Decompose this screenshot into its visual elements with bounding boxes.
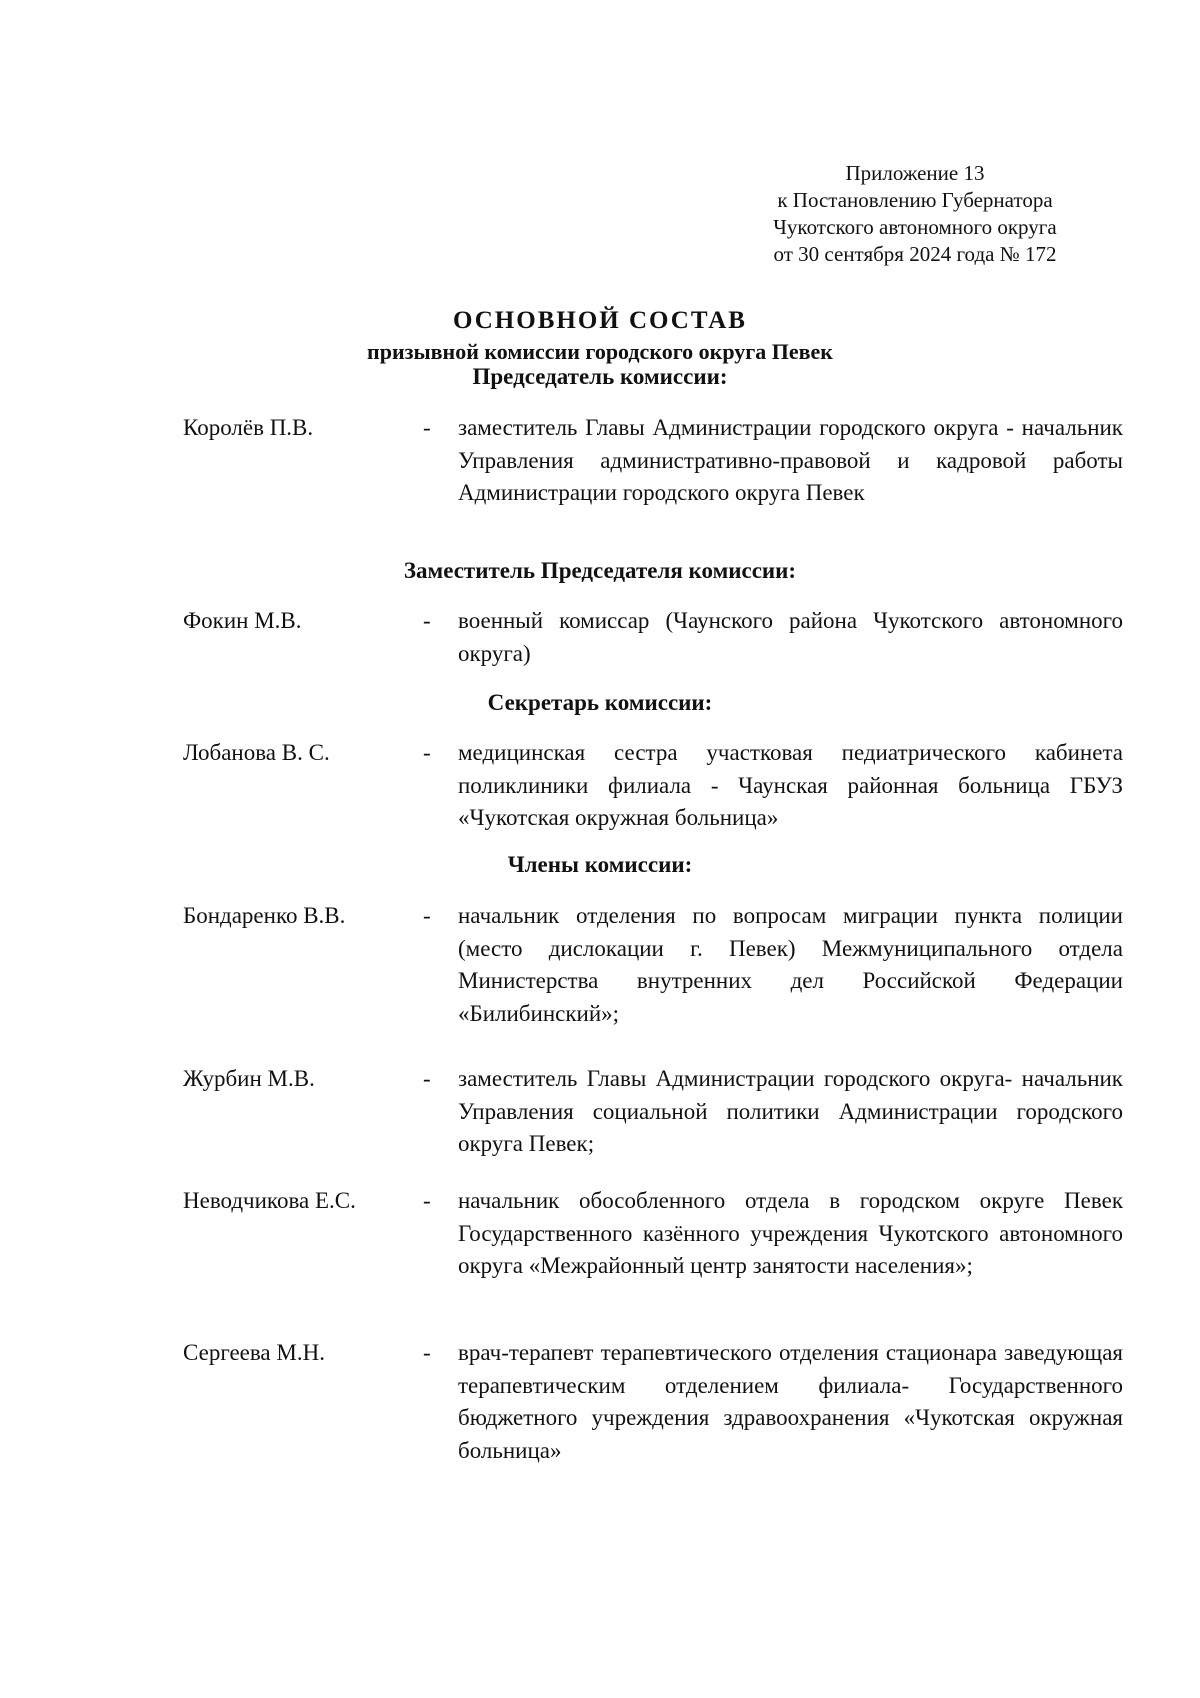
- member-position: начальник обособленного отдела в городском округе Певек Государственного казённого учреждения Чукотского автономного округа «Межрайонный центр занятости населения»;: [458, 1188, 1123, 1278]
- member-dash: -: [423, 1340, 431, 1365]
- member-dash: -: [423, 415, 431, 440]
- member-name: Фокин М.В.: [183, 608, 302, 633]
- document-subtitle: призывной комиссии городского округа Певек: [367, 339, 833, 364]
- member-name: Королёв П.В.: [183, 415, 314, 440]
- heading-secretary: Секретарь комиссии:: [487, 690, 713, 715]
- appendix-line-2: к Постановлению Губернатора: [777, 188, 1053, 212]
- member-dash: -: [423, 1188, 431, 1213]
- member-dash: -: [423, 903, 431, 928]
- member-name: Лобанова В. С.: [183, 740, 330, 765]
- member-name: Бондаренко В.В.: [183, 903, 346, 928]
- heading-members: Члены комиссии:: [507, 852, 693, 877]
- member-name: Сергеева М.Н.: [183, 1340, 325, 1365]
- appendix-reference: [730, 160, 1100, 268]
- member-position: начальник отделения по вопросам миграции пункта полиции (место дислокации г. Певек) Межмуниципального отдела Министерства внутренних дел Российской Федерации «Билибинский»;: [458, 903, 1123, 1026]
- document-title: ОСНОВНОЙ СОСТАВ: [453, 307, 747, 334]
- member-position: военный комиссар (Чаунского района Чукотского автономного округа): [458, 608, 1123, 666]
- member-dash: -: [423, 1066, 431, 1091]
- appendix-line-3: Чукотского автономного округа: [773, 215, 1057, 239]
- member-position: заместитель Главы Администрации городского округа - начальник Управления административно-правовой и кадровой работы Администрации городского округа Певек: [458, 415, 1123, 505]
- member-position: заместитель Главы Администрации городского округа- начальник Управления социальной политики Администрации городского округа Певек;: [458, 1066, 1123, 1156]
- heading-deputy: Заместитель Председателя комиссии:: [403, 558, 797, 583]
- appendix-line-1: Приложение 13: [845, 161, 985, 185]
- member-dash: -: [423, 608, 431, 633]
- appendix-line-4: от 30 сентября 2024 года № 172: [773, 242, 1057, 266]
- member-position: медицинская сестра участковая педиатрического кабинета поликлиники филиала - Чаунская районная больница ГБУЗ «Чукотская окружная больница»: [458, 740, 1123, 830]
- member-dash: -: [423, 740, 431, 765]
- member-name: Журбин М.В.: [183, 1066, 315, 1091]
- heading-chairman: Председатель комиссии:: [472, 364, 728, 389]
- member-name: Неводчикова Е.С.: [183, 1188, 356, 1213]
- member-position: врач-терапевт терапевтического отделения стационара заведующая терапевтическим отделением филиала- Государственного бюджетного учреждения здравоохранения «Чукотская окружная больница»: [458, 1340, 1123, 1463]
